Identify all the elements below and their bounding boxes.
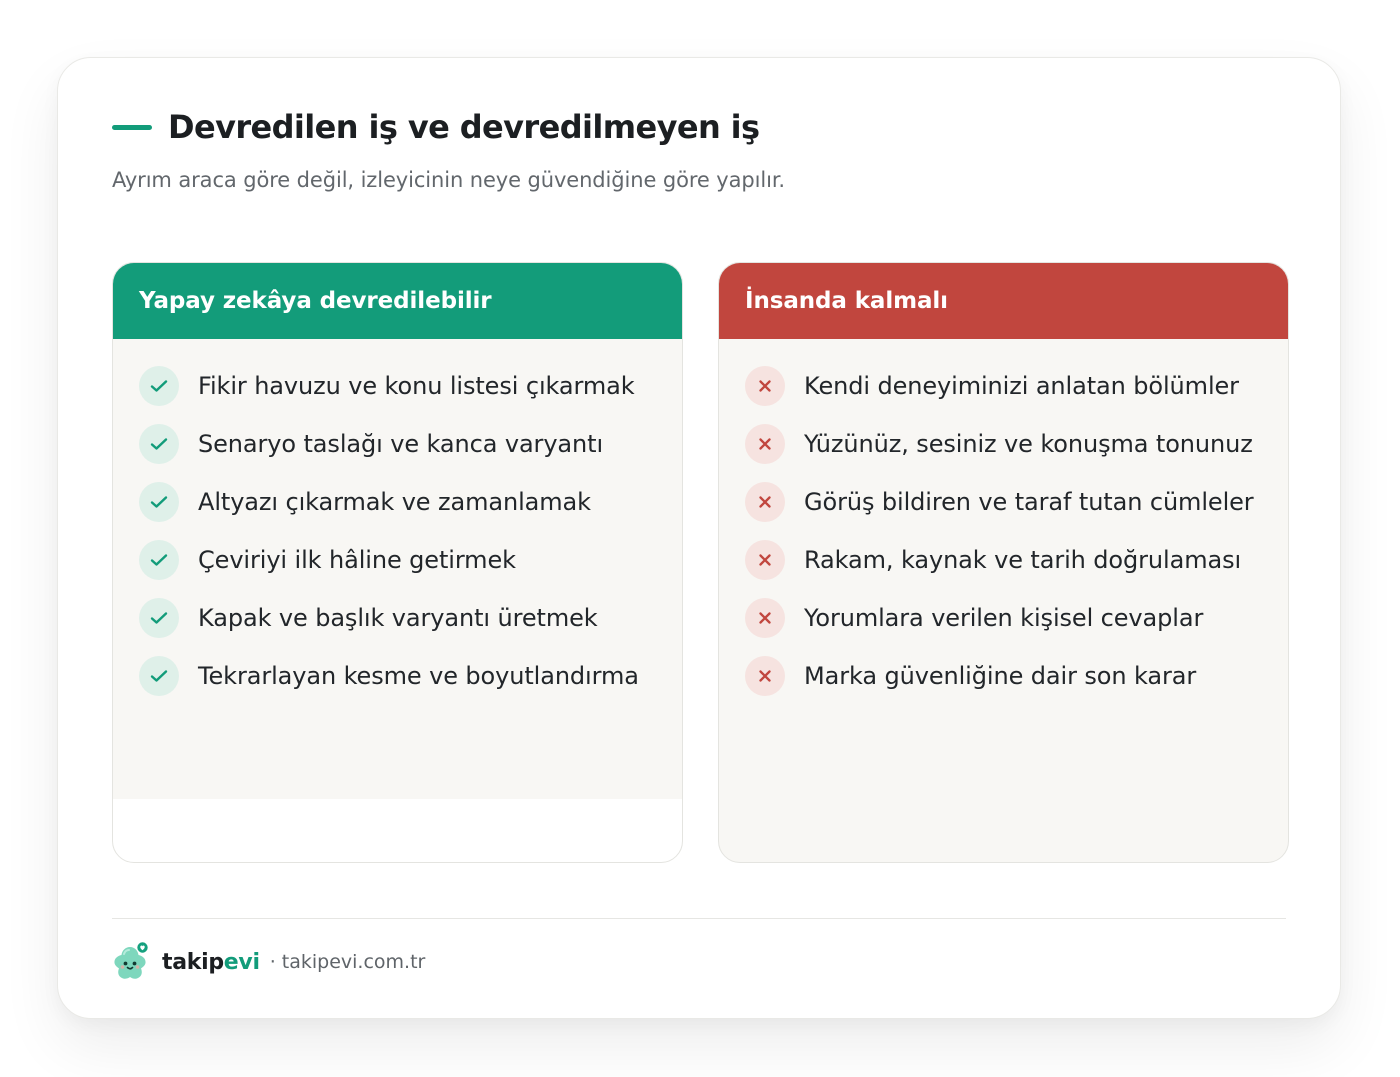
delegable-list-item xyxy=(113,368,682,406)
human-list-item xyxy=(719,484,1288,522)
cross-icon xyxy=(745,482,785,522)
delegable-panel-title: Yapay zekâya devredilebilir xyxy=(113,263,682,339)
delegable-item-text: Tekrarlayan kesme ve boyutlandırma xyxy=(198,662,639,690)
delegable-list-item xyxy=(113,484,682,522)
human-item-text: Marka güvenliğine dair son karar xyxy=(804,662,1197,690)
human-panel-title: İnsanda kalmalı xyxy=(719,263,1288,339)
comparison-card xyxy=(57,57,1341,1019)
cross-icon xyxy=(745,424,785,464)
delegable-list-item xyxy=(113,542,682,580)
delegable-item-text: Kapak ve başlık varyantı üretmek xyxy=(198,604,598,632)
cross-icon xyxy=(745,540,785,580)
check-icon xyxy=(139,598,179,638)
cross-icon xyxy=(745,366,785,406)
human-list-item xyxy=(719,368,1288,406)
page-subtitle: Ayrım araca göre değil, izleyicinin neye güvendiğine göre yapılır. xyxy=(112,168,785,192)
delegable-list-item xyxy=(113,600,682,638)
human-list-item xyxy=(719,426,1288,464)
human-item-text: Kendi deneyiminizi anlatan bölümler xyxy=(804,372,1239,400)
brand-name-accent: evi xyxy=(223,949,260,975)
human-panel xyxy=(718,262,1289,863)
human-list-item xyxy=(719,658,1288,696)
delegable-panel xyxy=(112,262,683,863)
human-list xyxy=(719,339,1288,696)
footer-divider xyxy=(112,918,1286,919)
brand-wordmark xyxy=(162,950,260,975)
delegable-list xyxy=(113,339,682,799)
delegable-list-item xyxy=(113,426,682,464)
human-item-text: Görüş bildiren ve taraf tutan cümleler xyxy=(804,488,1254,516)
check-icon xyxy=(139,540,179,580)
human-item-text: Rakam, kaynak ve tarih doğrulaması xyxy=(804,546,1242,574)
mascot-icon xyxy=(110,941,150,983)
check-icon xyxy=(139,366,179,406)
delegable-list-item xyxy=(113,658,682,696)
site-domain: · takipevi.com.tr xyxy=(269,951,426,973)
cross-icon xyxy=(745,656,785,696)
delegable-item-text: Altyazı çıkarmak ve zamanlamak xyxy=(198,488,591,516)
human-list-item xyxy=(719,542,1288,580)
title-row xyxy=(112,108,759,146)
human-item-text: Yorumlara verilen kişisel cevaplar xyxy=(804,604,1204,632)
check-icon xyxy=(139,656,179,696)
page-title: Devredilen iş ve devredilmeyen iş xyxy=(168,108,760,146)
delegable-item-text: Senaryo taslağı ve kanca varyantı xyxy=(198,430,604,458)
check-icon xyxy=(139,482,179,522)
delegable-item-text: Fikir havuzu ve konu listesi çıkarmak xyxy=(198,372,635,400)
footer xyxy=(110,940,425,984)
delegable-item-text: Çeviriyi ilk hâline getirmek xyxy=(198,546,516,574)
cross-icon xyxy=(745,598,785,638)
human-item-text: Yüzünüz, sesiniz ve konuşma tonunuz xyxy=(804,430,1253,458)
title-accent-dash xyxy=(112,125,152,130)
check-icon xyxy=(139,424,179,464)
brand-name-main: takip xyxy=(162,949,224,975)
human-list-item xyxy=(719,600,1288,638)
